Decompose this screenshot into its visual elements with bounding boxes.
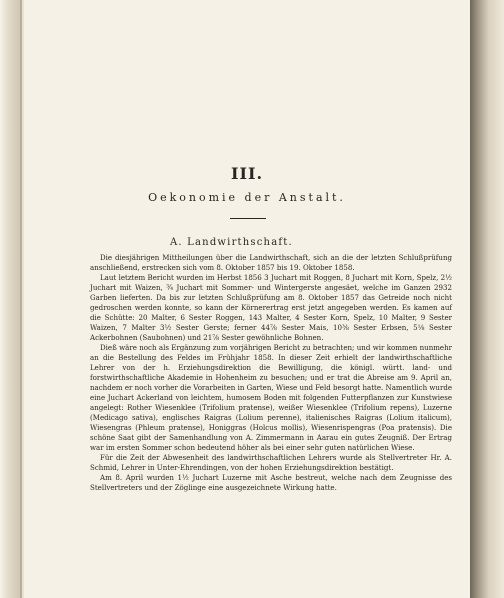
book-page: [24, 0, 470, 598]
subsection-title: A. Landwirthschaft.: [170, 237, 293, 248]
paragraph-intro: Die diesjährigen Mittheilungen über die Landwirthschaft, sich an die der letzten Schlußprüfung anschließend, erstrecken sich vom 8. Oktober 1857 bis 19. Oktober 1858.: [90, 253, 452, 272]
left-page-edge: [0, 0, 22, 598]
book-binding-shadow: [470, 0, 504, 598]
title-rule: [230, 218, 266, 219]
paragraph-april: Am 8. April wurden 1½ Juchart Luzerne mit Asche bestreut, welche nach dem Zeugnisse des Stellvertreters und der Zöglinge eine ausgezeichnete Wirkung hatte.: [90, 473, 452, 492]
body-text: [90, 253, 452, 493]
section-title: Oekonomie der Anstalt.: [148, 191, 346, 204]
paragraph-substitute: Für die Zeit der Abwesenheit des landwirthschaftlichen Lehrers wurde als Stellvertreter Hr. A. Schmid, Lehrer in Unter-Ehrendingen, von der hohen Erziehungsdirektion bestätigt.: [90, 453, 452, 472]
chapter-number: III.: [230, 164, 264, 183]
paragraph-harvest: Laut letztem Bericht wurden im Herbst 1856 3 Juchart mit Roggen, 8 Juchart mit Korn, Spelz, 2½ Juchart mit Waizen, ¾ Juchart mit Sommer- und Wintergerste angesäet, welche im Ganzen 2932 Garben lieferten. Da bis zur letzten Schlußprüfung am 8. Oktober 1857 das Getreide noch nicht gedroschen werden konnte, so kann der Körnerertrag erst jetzt angegeben werden. Es kamen auf die Schütte: 20 Malter, 6 Sester Roggen, 143 Malter, 4 Sester Korn, Spelz, 10 Malter, 9 Sester Waizen, 7 Malter 3½ Sester Gerste; ferner 44⅞ Sester Mais, 10⅜ Sester Erbsen, 5⅛ Sester Ackerbohnen (Saubohnen) und 21⅞ Sester gewöhnliche Bohnen.: [90, 273, 452, 342]
paragraph-spring: Dieß wäre noch als Ergänzung zum vorjährigen Bericht zu betrachten; und wir kommen nunmehr an die Bestellung des Feldes im Frühjahr 1858. In dieser Zeit erhielt der landwirthschaftliche Lehrer von der h. Erziehungsdirektion die Bewilligung, die königl. württ. land- und forstwirthschaftliche Akademie in Hohenheim zu besuchen; und er trat die Abreise am 9. April an, nachdem er noch vorher die Vorarbeiten in Garten, Wiese und Feld besorgt hatte. Namentlich wurde eine Juchart Ackerland von leichtem, humosem Boden mit folgenden Futterpflanzen zur Kunstwiese angelegt: Rother Wiesenklee (Trifolium pratense), weißer Wiesenklee (Trifolium repens), Luzerne (Medicago sativa), englisches Raigras (Lolium perenne), italienisches Raigras (Lolium italicum), Wiesengras (Phleum pratense), Honiggras (Holcus mollis), Wiesenrispengras (Poa pratensis). Die schöne Saat gibt der Samenhandlung von A. Zimmermann in Aarau ein gutes Zeugniß. Der Ertrag war im ersten Sommer schon bedeutend höher als bei einer sehr guten natürlichen Wiese.: [90, 343, 452, 452]
